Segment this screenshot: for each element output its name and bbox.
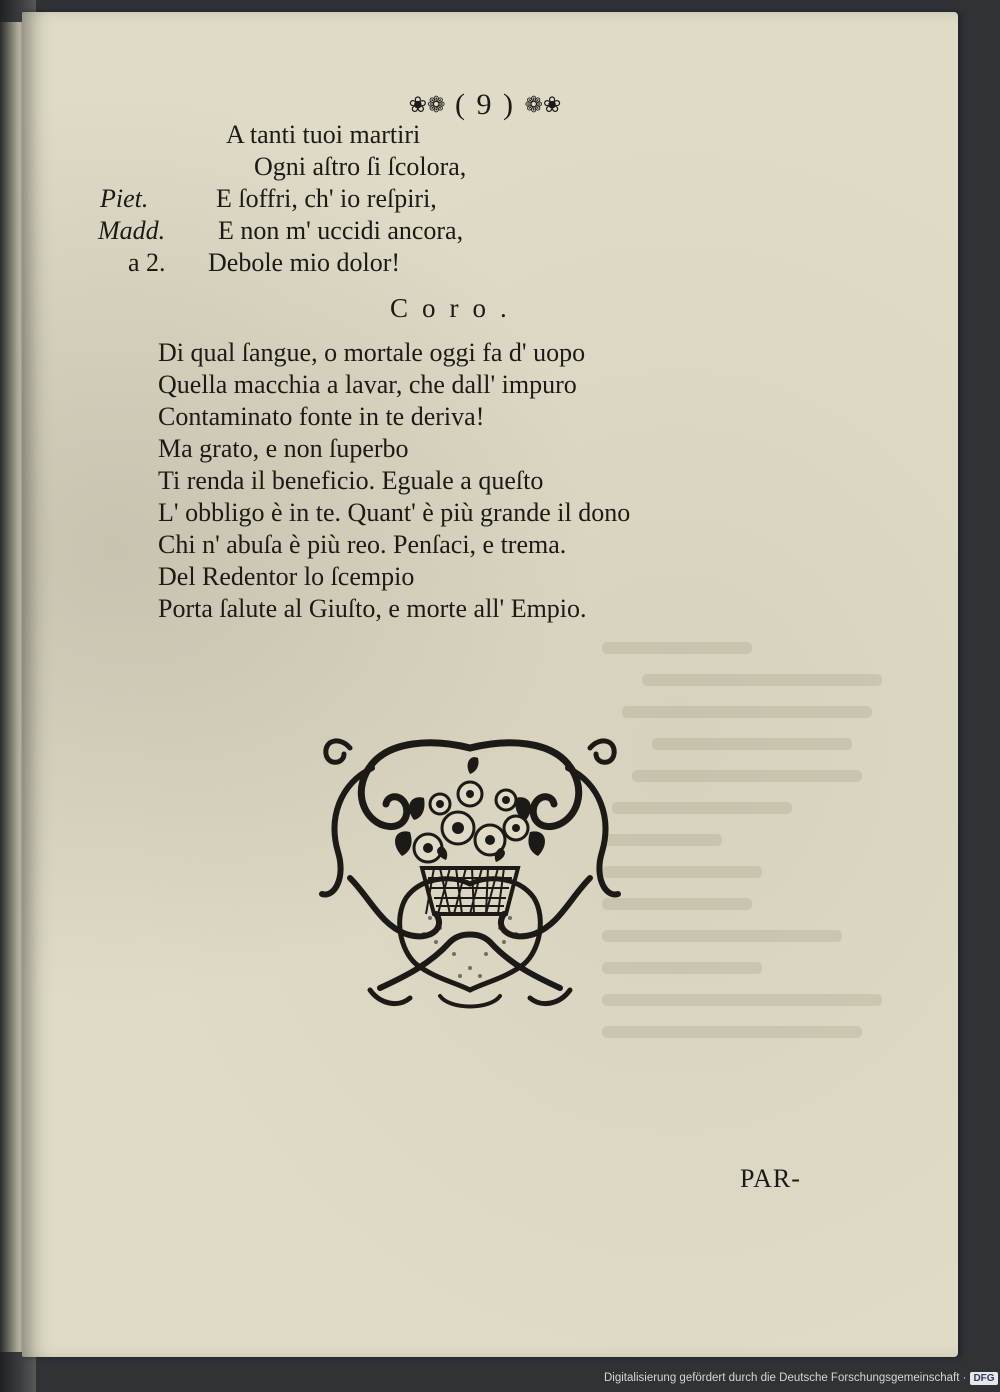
coro-line: Ma grato, e non ſuperbo	[158, 434, 409, 463]
digitization-footer	[604, 1364, 1000, 1392]
coro-line: Di qual ſangue, o mortale oggi fa d' uopo	[158, 338, 586, 367]
page-header	[390, 88, 580, 122]
coro-line: Chi n' abuſa è più reo. Penſaci, e trema.	[158, 530, 567, 559]
verse-line: A tanti tuoi martiri	[226, 120, 421, 149]
verse-line: E ſoffri, ch' io reſpiri,	[216, 184, 437, 213]
coro-line: Del Redentor lo ſcempio	[158, 562, 415, 591]
coro-line: Porta ſalute al Giuſto, e morte all' Empio.	[158, 594, 587, 623]
coro-line: Ti renda il beneficio. Eguale a queſto	[158, 466, 544, 495]
header-ornament-right: ❁❀	[524, 92, 562, 117]
section-heading: Coro.	[390, 293, 521, 323]
verse-line: E non m' uccidi ancora,	[218, 216, 464, 245]
funding-credit: Digitalisierung gefördert durch die Deutsche Forschungsgemeinschaft ·	[604, 1372, 967, 1384]
speaker-label: Piet.	[100, 184, 149, 213]
bleed-through-texture	[582, 622, 912, 1072]
verse-line: Ogni aſtro ſi ſcolora,	[254, 152, 467, 181]
dfg-logo: DFG	[970, 1372, 997, 1385]
coro-line: L' obbligo è in te. Quant' è più grande il dono	[158, 498, 631, 527]
speaker-label: Madd.	[98, 216, 166, 245]
speaker-label: a 2.	[128, 248, 166, 277]
catchword: PAR-	[740, 1164, 801, 1193]
book-page	[22, 12, 958, 1357]
verse-line: Debole mio dolor!	[208, 248, 401, 277]
header-ornament-left: ❀❁	[408, 92, 446, 117]
page-number: ( 9 )	[455, 88, 515, 121]
coro-line: Contaminato fonte in te deriva!	[158, 402, 485, 431]
coro-line: Quella macchia a lavar, che dall' impuro	[158, 370, 577, 399]
floral-basket-vignette	[310, 728, 630, 1013]
